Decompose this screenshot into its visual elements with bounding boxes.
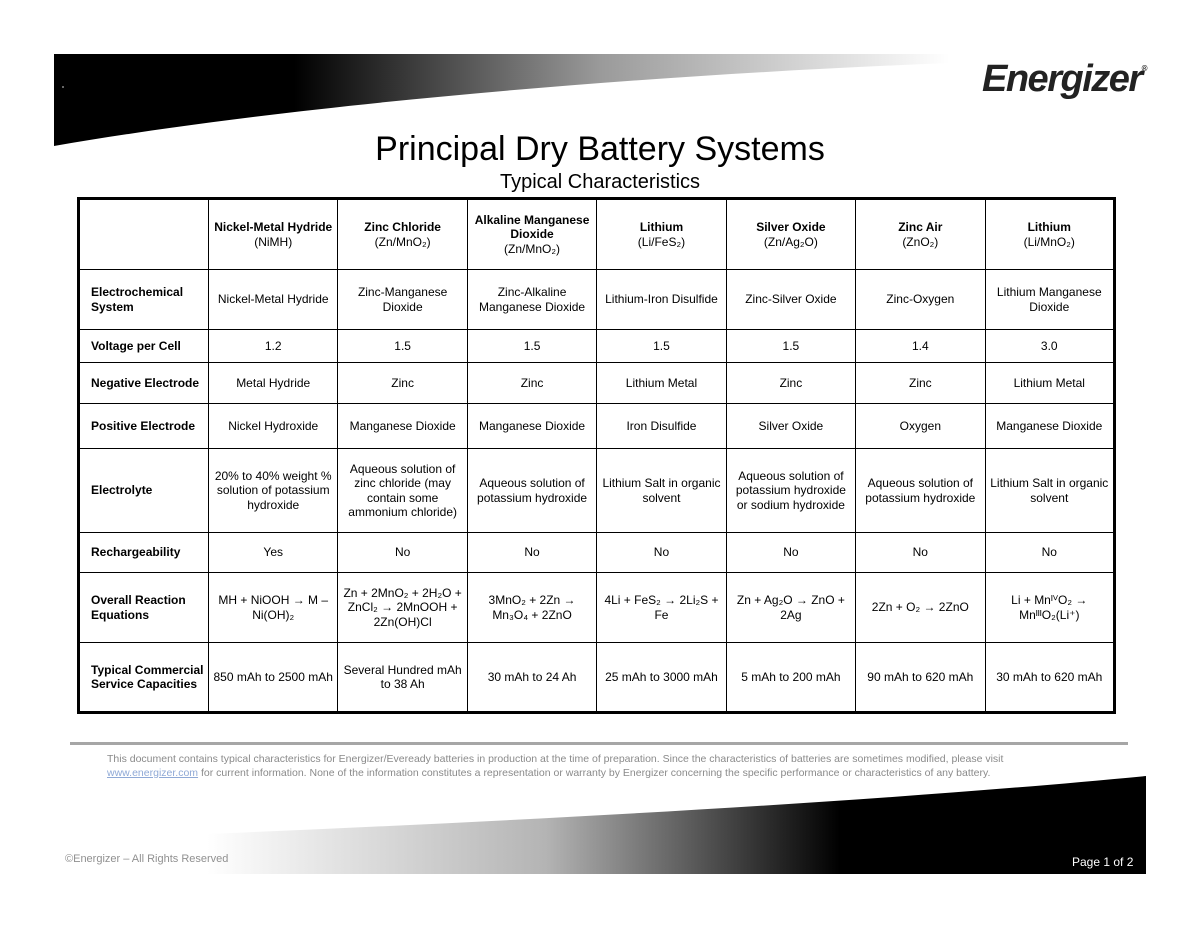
table-row (79, 270, 1115, 330)
column-header: Nickel-Metal Hydride (NiMH) (209, 199, 338, 270)
table-cell: 20% to 40% weight % solution of potassium hydroxide (209, 449, 338, 533)
table-row (79, 330, 1115, 363)
table-cell: Lithium-Iron Disulfide (597, 270, 726, 330)
table-cell: 30 mAh to 620 mAh (985, 643, 1114, 713)
column-header: Alkaline Manganese Dioxide (Zn/MnO₂) (467, 199, 596, 270)
table-cell: Zn + 2MnO₂ + 2H₂O + ZnCl₂ → 2MnOOH + 2Zn(OH)Cl (338, 573, 467, 643)
table-cell: 1.5 (338, 330, 467, 363)
table-cell: Iron Disulfide (597, 404, 726, 449)
table-row (79, 643, 1115, 713)
table-cell: Lithium Metal (985, 363, 1114, 404)
table-cell: Metal Hydride (209, 363, 338, 404)
table-cell: Zinc-Manganese Dioxide (338, 270, 467, 330)
column-header: Lithium (Li/FeS₂) (597, 199, 726, 270)
page-number: Page 1 of 2 (1072, 855, 1134, 869)
table-cell: Zinc (338, 363, 467, 404)
copyright-text: ©Energizer – All Rights Reserved (65, 853, 229, 865)
table-cell: Aqueous solution of zinc chloride (may contain some ammonium chloride) (338, 449, 467, 533)
table-cell: 1.5 (726, 330, 855, 363)
table-cell: Zinc (726, 363, 855, 404)
table-cell: Nickel Hydroxide (209, 404, 338, 449)
table-cell: 3MnO₂ + 2Zn → Mn₃O₄ + 2ZnO (467, 573, 596, 643)
column-header: Zinc Chloride (Zn/MnO₂) (338, 199, 467, 270)
table-cell: 850 mAh to 2500 mAh (209, 643, 338, 713)
column-header: Silver Oxide (Zn/Ag₂O) (726, 199, 855, 270)
table-cell: Aqueous solution of potassium hydroxide (467, 449, 596, 533)
table-cell: 30 mAh to 24 Ah (467, 643, 596, 713)
table-cell: 1.5 (597, 330, 726, 363)
corner-cell (79, 199, 209, 270)
table-cell: Oxygen (856, 404, 985, 449)
table-cell: MH + NiOOH → M – Ni(OH)₂ (209, 573, 338, 643)
row-label: Electrochemical System (79, 270, 209, 330)
row-label: Negative Electrode (79, 363, 209, 404)
table-cell: Li + MnᴵⱽO₂ → MnᴵᴵᴵO₂(Li⁺) (985, 573, 1114, 643)
table-cell: Zinc-Alkaline Manganese Dioxide (467, 270, 596, 330)
table-cell: 1.4 (856, 330, 985, 363)
disclaimer-part2: for current information. None of the information constitutes a representation or warranty by Energizer concerning the specific performance or characteristics of any battery. (198, 767, 991, 779)
row-label: Typical Commercial Service Capacities (79, 643, 209, 713)
row-label: Overall Reaction Equations (79, 573, 209, 643)
disclaimer-part1: This document contains typical characteristics for Energizer/Eveready batteries in production at the time of preparation. Since the characteristics of batteries are sometimes modified, please visit (107, 753, 1004, 765)
page-title: Principal Dry Battery Systems (375, 130, 825, 168)
table-row (79, 533, 1115, 573)
table-cell: No (856, 533, 985, 573)
table-cell: No (467, 533, 596, 573)
page-subtitle: Typical Characteristics (499, 171, 701, 193)
footer-divider (70, 742, 1128, 745)
table-cell: 3.0 (985, 330, 1114, 363)
table-cell: Zn + Ag₂O → ZnO + 2Ag (726, 573, 855, 643)
table-cell: Aqueous solution of potassium hydroxide or sodium hydroxide (726, 449, 855, 533)
table-cell: 5 mAh to 200 mAh (726, 643, 855, 713)
table-row (79, 449, 1115, 533)
table-cell: No (597, 533, 726, 573)
table-cell: 25 mAh to 3000 mAh (597, 643, 726, 713)
table-row (79, 573, 1115, 643)
table-cell: Nickel-Metal Hydride (209, 270, 338, 330)
table-cell: 4Li + FeS₂ → 2Li₂S + Fe (597, 573, 726, 643)
table-cell: Yes (209, 533, 338, 573)
table-cell: 2Zn + O₂ → 2ZnO (856, 573, 985, 643)
table-cell: Lithium Manganese Dioxide (985, 270, 1114, 330)
table-header-row (79, 199, 1115, 270)
row-label: Voltage per Cell (79, 330, 209, 363)
table-cell: Zinc-Oxygen (856, 270, 985, 330)
table-cell: Lithium Salt in organic solvent (985, 449, 1114, 533)
column-header: Zinc Air (ZnO₂) (856, 199, 985, 270)
table-cell: 1.5 (467, 330, 596, 363)
table-cell: Zinc-Silver Oxide (726, 270, 855, 330)
header-dot (62, 86, 64, 88)
table-cell: Lithium Salt in organic solvent (597, 449, 726, 533)
website-link[interactable]: www.energizer.com (107, 767, 199, 779)
table-cell: 90 mAh to 620 mAh (856, 643, 985, 713)
table-cell: Zinc (467, 363, 596, 404)
row-label: Electrolyte (79, 449, 209, 533)
table-cell: Manganese Dioxide (467, 404, 596, 449)
row-label: Positive Electrode (79, 404, 209, 449)
row-label: Rechargeability (79, 533, 209, 573)
table-cell: Several Hundred mAh to 38 Ah (338, 643, 467, 713)
table-cell: No (985, 533, 1114, 573)
table-cell: No (726, 533, 855, 573)
table-row (79, 363, 1115, 404)
table-cell: Manganese Dioxide (338, 404, 467, 449)
table-row (79, 404, 1115, 449)
table-cell: Silver Oxide (726, 404, 855, 449)
characteristics-table (77, 197, 1116, 714)
table-cell: Lithium Metal (597, 363, 726, 404)
table-cell: Zinc (856, 363, 985, 404)
table-cell: No (338, 533, 467, 573)
table-cell: 1.2 (209, 330, 338, 363)
table-cell: Manganese Dioxide (985, 404, 1114, 449)
energizer-logo: Energizer® (982, 58, 1148, 100)
table-cell: Aqueous solution of potassium hydroxide (856, 449, 985, 533)
column-header: Lithium (Li/MnO₂) (985, 199, 1114, 270)
